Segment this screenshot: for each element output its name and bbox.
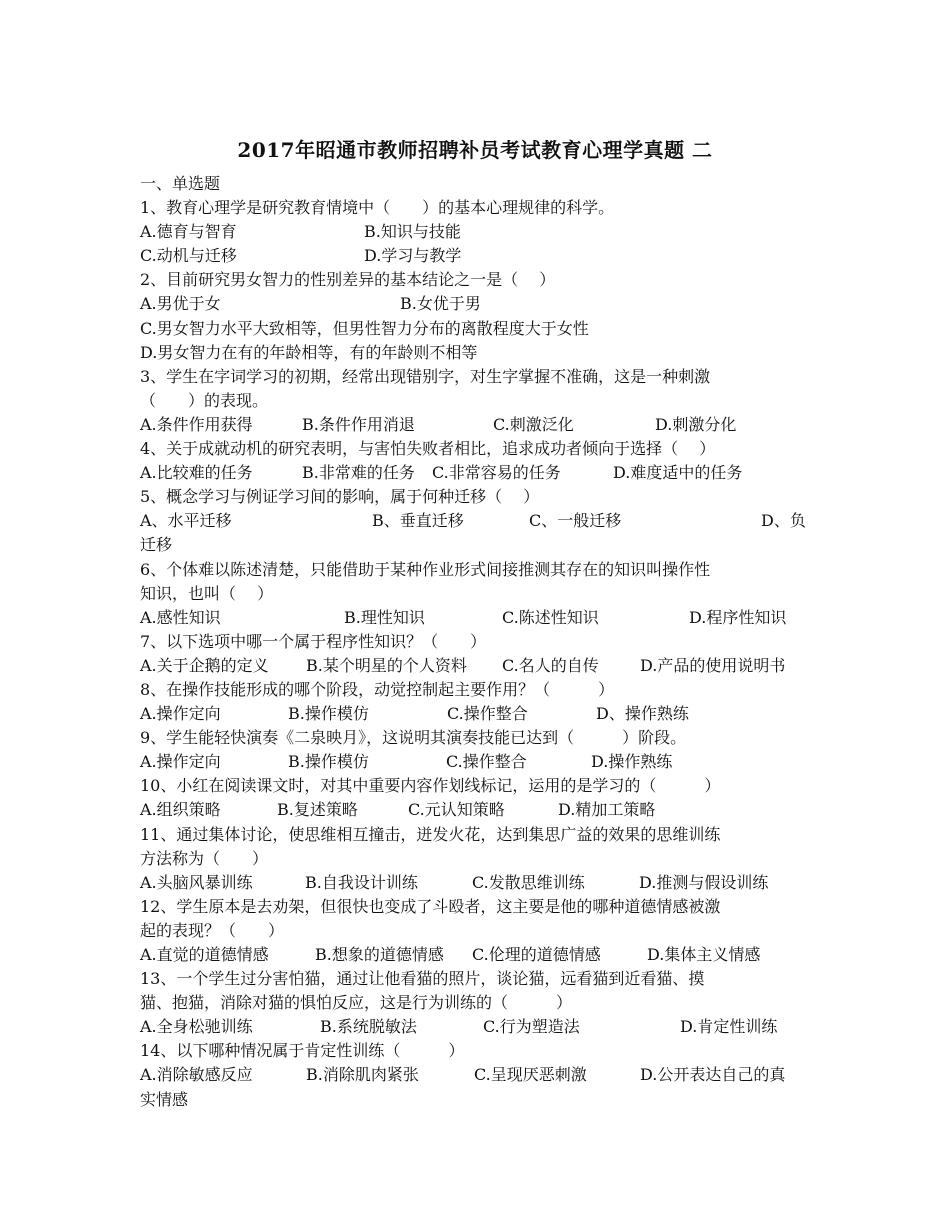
option-c: C.元认知策略 (408, 800, 505, 820)
option-a: A.全身松驰训练 (140, 1017, 253, 1037)
option-a: A、水平迁移 (140, 511, 232, 531)
option-d: D.操作熟练 (591, 752, 673, 772)
option-b: B.女优于男 (400, 294, 481, 314)
option-d: D.肯定性训练 (680, 1017, 778, 1037)
question-2-options (140, 292, 815, 316)
option-c: C.刺激泛化 (493, 414, 574, 434)
option-d: D.产品的使用说明书 (640, 655, 786, 675)
option-a: A.德育与智育 (140, 222, 237, 242)
question-1-options-row2 (140, 244, 815, 268)
question-12-options (140, 943, 815, 967)
option-d: D、负 (761, 511, 806, 531)
option-a: A.组织策略 (140, 800, 221, 820)
question-5-options (140, 509, 815, 533)
question-2-text: 2、目前研究男女智力的性别差异的基本结论之一是（ ） (140, 270, 556, 290)
option-b: B.操作模仿 (288, 752, 369, 772)
option-b: B.想象的道德情感 (315, 945, 444, 964)
option-a: A.消除敏感反应 (140, 1065, 253, 1085)
option-a: A.关于企鹅的定义 (140, 655, 269, 675)
option-b: B.自我设计训练 (305, 872, 418, 892)
page-title: 2017年昭通市教师招聘补员考试教育心理学真题 二 (237, 138, 713, 162)
option-c: C.发散思维训练 (472, 872, 585, 892)
question-10-text: 10、小红在阅读课文时，对其中重要内容作划线标记，运用的是学习的（ ） (140, 776, 721, 796)
option-a: A.条件作用获得 (140, 414, 253, 434)
option-b: B.非常难的任务 (302, 463, 415, 483)
option-d: D、操作熟练 (596, 704, 689, 724)
option-c: C.行为塑造法 (483, 1017, 580, 1037)
question-13-text: 13、一个学生过分害怕猫，通过让他看猫的照片，谈论猫，远看猫到近看猫、摸 (140, 969, 705, 989)
option-a: A.操作定向 (140, 704, 221, 724)
question-7-text: 7、以下选项中哪一个属于程序性知识？（ ） (140, 631, 487, 651)
option-a: A.头脑风暴训练 (140, 872, 253, 892)
option-c: C.男女智力水平大致相等，但男性智力分布的离散程度大于女性 (140, 318, 589, 338)
question-4-text: 4、关于成就动机的研究表明，与害怕失败者相比，追求成功者倾向于选择（ ） (140, 439, 716, 459)
option-c: C.名人的自传 (502, 655, 599, 675)
question-6-text-cont: 知识，也叫（ ） (140, 583, 274, 603)
option-d-cont: 实情感 (140, 1089, 189, 1109)
question-3-text: 3、学生在字词学习的初期，经常出现错别字，对生字掌握不准确，这是一种刺激 (140, 366, 711, 386)
question-12-text-cont: 起的表现？（ ） (140, 920, 285, 940)
question-11-text-cont: 方法称为（ ） (140, 848, 269, 868)
option-a: A.感性知识 (140, 607, 221, 627)
question-13-options (140, 1015, 815, 1039)
option-d: D.集体主义情感 (647, 945, 761, 964)
question-5-text: 5、概念学习与例证学习间的影响，属于何种迁移（ ） (140, 487, 540, 507)
option-c: C.陈述性知识 (502, 607, 599, 627)
question-list (140, 172, 815, 1112)
question-11-text: 11、通过集体讨论，使思维相互撞击，迸发火花，达到集思广益的效果的思维训练 (140, 824, 721, 844)
option-a: A.操作定向 (140, 752, 221, 772)
question-14-options (140, 1063, 815, 1087)
option-b: B、垂直迁移 (372, 511, 464, 531)
option-b: B.操作模仿 (288, 704, 369, 724)
question-9-text: 9、学生能轻快演奏《二泉映月》，这说明其演奏技能已达到（ ）阶段。 (140, 728, 687, 748)
option-c: C、一般迁移 (529, 511, 622, 531)
option-b: B.条件作用消退 (302, 414, 415, 434)
option-d: D.程序性知识 (689, 607, 787, 627)
option-c: C.非常容易的任务 (432, 463, 561, 483)
option-d: D.刺激分化 (655, 414, 737, 434)
option-d-cont: 迁移 (140, 535, 173, 555)
option-c: C.动机与迁移 (140, 246, 237, 266)
option-a: A.男优于女 (140, 294, 221, 314)
option-d: D.精加工策略 (558, 800, 656, 820)
option-c: C.呈现厌恶刺激 (474, 1065, 587, 1085)
question-6-options (140, 606, 815, 630)
question-8-text: 8、在操作技能形成的哪个阶段，动觉控制起主要作用？（ ） (140, 679, 615, 699)
option-b: B.某个明星的个人资料 (306, 655, 467, 675)
question-4-options (140, 461, 815, 485)
option-b: B.知识与技能 (364, 222, 461, 242)
option-c: C.伦理的道德情感 (472, 945, 601, 964)
question-14-text: 14、以下哪种情况属于肯定性训练（ ） (140, 1041, 465, 1061)
option-c: C.操作整合 (447, 704, 528, 724)
question-3-options (140, 413, 815, 437)
option-b: B.理性知识 (344, 607, 425, 627)
question-3-text-cont: （ ）的表现。 (140, 390, 269, 410)
question-12-text: 12、学生原本是去劝架，但很快也变成了斗殴者，这主要是他的哪种道德情感被激 (140, 896, 721, 916)
option-d: D.男女智力在有的年龄相等，有的年龄则不相等 (140, 342, 478, 362)
question-1-text: 1、教育心理学是研究教育情境中（ ）的基本心理规律的科学。 (140, 198, 615, 218)
option-b: B.消除肌肉紧张 (306, 1065, 419, 1085)
option-b: B.复述策略 (277, 800, 358, 820)
question-9-options (140, 750, 815, 774)
option-c: C.操作整合 (446, 752, 527, 772)
question-1-options (140, 220, 815, 244)
question-11-options (140, 871, 815, 895)
question-13-text-cont: 猫、抱猫，消除对猫的惧怕反应，这是行为训练的（ ） (140, 993, 573, 1013)
option-b: B.系统脱敏法 (320, 1017, 417, 1037)
question-7-options (140, 654, 815, 678)
option-d: D.学习与教学 (364, 246, 462, 266)
option-a: A.比较难的任务 (140, 463, 253, 483)
question-6-text: 6、个体难以陈述清楚，只能借助于某种作业形式间接推测其存在的知识叫操作性 (140, 559, 711, 579)
section-heading: 一、单选题 (140, 174, 221, 193)
question-8-options (140, 702, 815, 726)
option-a: A.直觉的道德情感 (140, 945, 269, 964)
option-d: D.公开表达自己的真 (640, 1065, 786, 1085)
option-d: D.推测与假设训练 (639, 872, 769, 892)
option-d: D.难度适中的任务 (613, 463, 743, 483)
question-10-options (140, 798, 815, 822)
